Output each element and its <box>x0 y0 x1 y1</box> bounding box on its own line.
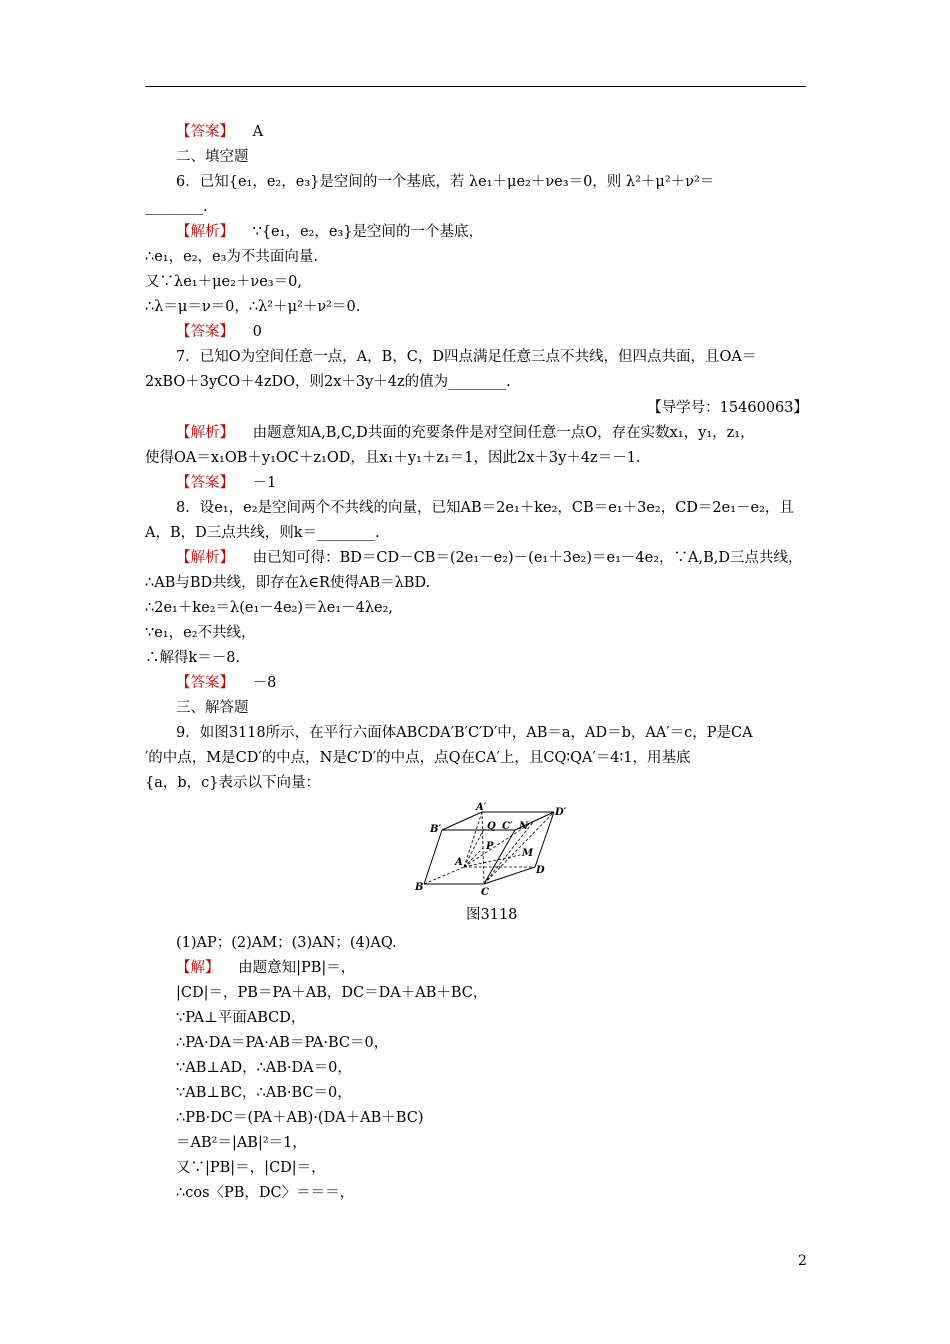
q9-step: ∴PA·DA＝PA·AB＝PA·BC＝0， <box>176 1035 389 1051</box>
q8-answer-value: －8 <box>252 675 277 691</box>
q8-step4: ∴解得k＝－8. <box>145 650 241 666</box>
answer-tag: 【答案】 <box>176 475 234 491</box>
analysis-tag: 【解析】 <box>176 425 234 441</box>
q9-step: ∴cos〈PB，DC〉＝＝＝， <box>176 1185 355 1201</box>
label-P: P <box>486 841 494 852</box>
label-D-prime: D′ <box>555 807 567 818</box>
q8-step3: ∵e₁，e₂不共线， <box>145 625 256 641</box>
parallelepiped-figure <box>412 800 574 896</box>
answer-tag: 【答案】 <box>176 324 234 340</box>
q6-line1: 6．已知{e₁，e₂，e₃}是空间的一个基底，若 λe₁＋μe₂＋νe₃＝0，则 λ²＋μ²＋ν²＝ <box>176 174 715 190</box>
q7-line2: 2xBO＋3yCO＋4zDO，则2x＋3y＋4z的值为________. <box>145 374 511 390</box>
figure-caption: 图3118 <box>466 907 518 923</box>
analysis-tag: 【解析】 <box>176 224 234 240</box>
q6-analysis-text: ∵{e₁，e₂，e₃}是空间的一个基底， <box>252 224 483 240</box>
q7-analysis <box>176 423 755 443</box>
q6-step2: 又∵λe₁＋μe₂＋νe₃＝0, <box>145 274 302 290</box>
q7-analysis-text: 由题意知A,B,C,D共面的充要条件是对空间任意一点O，存在实数x₁，y₁，z₁， <box>252 425 755 441</box>
q8-line1: 8．设e₁，e₂是空间两个不共线的向量，已知AB＝2e₁＋ke₂，CB＝e₁＋3e₂，CD＝2e₁－e₂，且 <box>176 500 794 516</box>
q9-step: ∵AB⊥AD，∴AB·DA＝0， <box>176 1060 352 1076</box>
label-N: N <box>519 821 529 832</box>
q9-step: |CD|＝，PB＝PA＋AB，DC＝DA＋AB＋BC， <box>176 985 488 1001</box>
label-C: C <box>481 887 489 896</box>
q9-solution <box>176 958 355 978</box>
label-A-prime: A′ <box>476 802 487 813</box>
q7-line1: 7．已知O为空间任意一点，A，B，C，D四点满足任意三点不共线，但四点共面，且OA＝ <box>176 349 757 365</box>
header-rule <box>145 86 806 87</box>
solution-tag: 【解】 <box>176 960 220 976</box>
label-B: B <box>415 882 424 893</box>
page-number: 2 <box>798 1253 807 1269</box>
q9-step: ∴PB·DC＝(PA＋AB)·(DA＋AB＋BC) <box>176 1110 424 1126</box>
section-title: 三、解答题 <box>176 700 249 716</box>
q7-analysis-2: 使得OA＝x₁OB＋y₁OC＋z₁OD，且x₁＋y₁＋z₁＝1，因此2x＋3y＋4z＝－1. <box>145 450 641 466</box>
label-D: D <box>536 865 545 876</box>
label-B-prime: B′ <box>430 824 442 835</box>
q7-answer-value: －1 <box>252 475 277 491</box>
answer-tag: 【答案】 <box>176 675 234 691</box>
label-A: A <box>455 857 463 868</box>
label-C-prime: C′ <box>502 821 513 832</box>
q9-line1: 9．如图3118所示，在平行六面体ABCDA′B′C′D′中，AB＝a，AD＝b，AA′＝c，P是CA <box>176 725 753 741</box>
q9-parts: (1)AP；(2)AM；(3)AN；(4)AQ. <box>176 935 397 951</box>
q6-line2: ________. <box>145 199 208 215</box>
section-title: 二、填空题 <box>176 149 249 165</box>
q9-step: ∵AB⊥BC，∴AB·BC＝0， <box>176 1085 352 1101</box>
q9-step: 又∵|PB|＝，|CD|＝， <box>176 1160 326 1176</box>
q9-line3: {a，b，c}表示以下向量： <box>145 775 320 791</box>
q6-answer-value: 0 <box>252 324 262 340</box>
q8-analysis-text: 由已知可得：BD＝CD－CB＝(2e₁－e₂)－(e₁＋3e₂)＝e₁－4e₂，∵A,B,D三点共线， <box>252 550 803 566</box>
q8-answer <box>176 673 276 693</box>
q9-step: ∵PA⊥平面ABCD， <box>176 1010 306 1026</box>
q6-analysis <box>176 222 483 242</box>
label-M: M <box>522 848 534 859</box>
q6-step3: ∴λ＝μ＝ν＝0，∴λ²＋μ²＋ν²＝0. <box>145 299 361 315</box>
label-Q: Q <box>487 821 496 832</box>
guide-number: 【导学号：15460063】 <box>647 400 808 416</box>
q6-answer <box>176 322 262 342</box>
q8-line2: A，B，D三点共线，则k＝________. <box>145 525 380 541</box>
analysis-tag: 【解析】 <box>176 550 234 566</box>
q6-step1: ∴e₁，e₂，e₃为不共面向量. <box>145 249 319 265</box>
q8-step2: ∴2e₁＋ke₂＝λ(e₁－4e₂)＝λe₁－4λe₂, <box>145 600 394 616</box>
q8-step1: ∴AB与BD共线，即存在λ∈R使得AB＝λBD. <box>145 575 431 591</box>
q7-answer <box>176 473 276 493</box>
q8-analysis <box>176 548 803 568</box>
answer-line <box>176 122 263 142</box>
answer-value: A <box>252 124 264 140</box>
q9-line2: ′的中点，M是CD′的中点，N是C′D′的中点，点Q在CA′上，且CQ∶QA′＝4∶1，用基底 <box>145 750 691 766</box>
answer-tag: 【答案】 <box>176 124 234 140</box>
q9-solution-text: 由题意知|PB|＝， <box>238 960 356 976</box>
q9-step: ＝AB²＝|AB|²＝1， <box>176 1135 307 1151</box>
